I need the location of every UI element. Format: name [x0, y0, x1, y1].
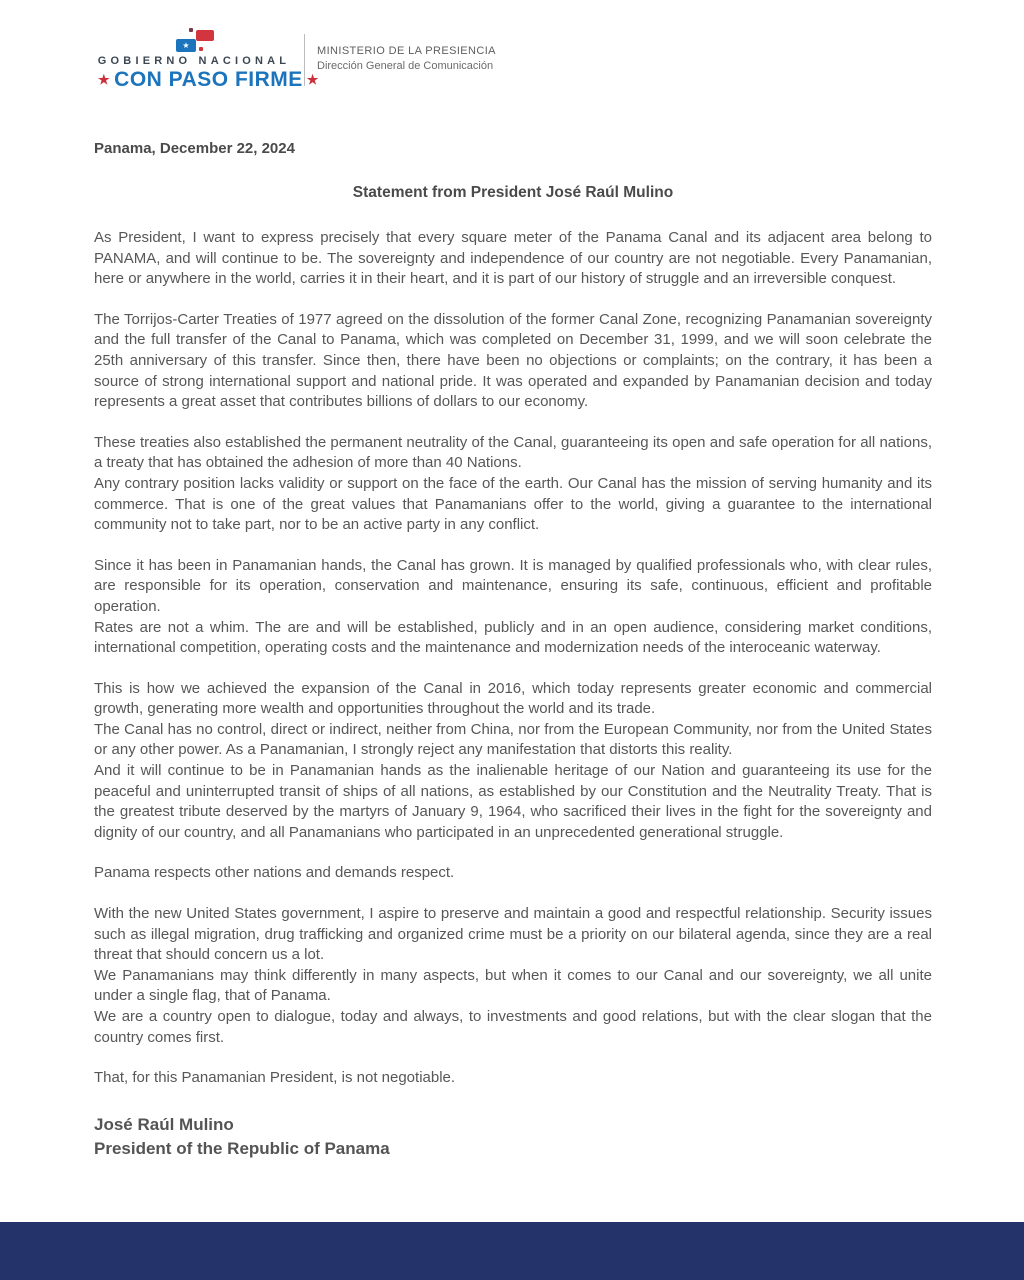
star-icon: ★	[98, 72, 111, 87]
signature-title: President of the Republic of Panama	[94, 1139, 390, 1159]
paragraph	[94, 679, 932, 844]
paragraph	[94, 310, 932, 413]
ministry-name: MINISTERIO DE LA PRESIENCIA	[317, 45, 496, 57]
paragraph-line: Rates are not a whim. The are and will be established, publicly and in an open audience, considering market conditions, international competition, operating costs and the maintenance and modernization needs of the interoceanic waterway.	[94, 618, 932, 657]
paragraph-line: And it will continue to be in Panamanian hands as the inalienable heritage of our Nation and guaranteeing its use for the peaceful and uninterrupted transit of ships of all nations, as established by our Constitution and the Neutrality Treaty. That is the greatest tribute deserved by the martyrs of January 9, 1964, who sacrificed their lives in the fight for the sovereignty and dignity of our country, and all Panamanians who participated in an unprecedented generational struggle.	[94, 762, 932, 841]
paragraph-line: These treaties also established the permanent neutrality of the Canal, guaranteeing its open and safe operation for all nations, a treaty that has obtained the adhesion of more than 40 Nations.	[94, 433, 932, 472]
panama-flag-icon	[174, 28, 214, 52]
star-icon: ★	[306, 72, 319, 87]
paragraphs	[94, 228, 932, 1089]
paragraph	[94, 904, 932, 1048]
paragraph	[94, 863, 932, 884]
header-divider	[304, 34, 305, 86]
paragraph-line: That, for this Panamanian President, is not negotiable.	[94, 1069, 456, 1087]
government-logo	[94, 28, 319, 92]
ministry-department: Dirección General de Comunicación	[317, 60, 494, 73]
paragraph-line: Any contrary position lacks validity or support on the face of the earth. Our Canal has the mission of serving humanity and its commerce. That is one of the great values that Panamanians offer to the world, giving a guarantee to the international community not to take part, nor to be an active party in any conflict.	[94, 474, 932, 534]
flag-dot-red	[199, 47, 203, 51]
paragraph-line: The Torrijos-Carter Treaties of 1977 agreed on the dissolution of the former Canal Zone, recognizing Panamanian sovereignty and the full transfer of the Canal to Panama, which was completed on December 31, 1999, and we will soon celebrate the 25th anniversary of this transfer. Since then, there have been no objections or complaints; on the contrary, it has been a source of strong international support and national pride. It was operated and expanded by Panamanian decision and today represents a great asset that contributes billions of dollars to our economy.	[94, 310, 932, 411]
paragraph	[94, 433, 932, 536]
signature-name: José Raúl Mulino	[94, 1114, 234, 1134]
flag-red-quarter	[196, 30, 214, 41]
logo-slogan: CON PASO FIRME	[114, 68, 303, 91]
paragraph-line: With the new United States government, I aspire to preserve and maintain a good and respectful relationship. Security issues such as illegal migration, drug trafficking and organized crime must be a priority on our bilateral agenda, since they are a real threat that should concern us a lot.	[94, 905, 932, 964]
paragraph	[94, 556, 932, 659]
paragraph-line: We Panamanians may think differently in many aspects, but when it comes to our Canal and our sovereignty, we all unite under a single flag, that of Panama.	[94, 966, 932, 1005]
ministry-block	[317, 44, 496, 75]
letterhead	[94, 28, 932, 92]
footer-bar	[0, 1222, 1024, 1280]
logo-text-con-paso-firme	[94, 68, 319, 92]
paragraph-line: Panama respects other nations and demands respect.	[94, 864, 455, 882]
page-title: Statement from President José Raúl Mulino	[352, 184, 674, 201]
paragraph-line: As President, I want to express precisely that every square meter of the Panama Canal and its adjacent area belong to PANAMA, and will continue to be. The sovereignty and independence of our country are not negotiable. Every Panamanian, here or anywhere in the world, carries it in their heart, and it is part of our history of struggle and an irreversible conquest.	[94, 229, 932, 288]
paragraph	[94, 1068, 932, 1089]
flag-dot-dark	[189, 28, 193, 32]
paragraph-line: The Canal has no control, direct or indirect, neither from China, nor from the European Community, nor from the United States or any other power. As a Panamanian, I strongly reject any manifestation that distorts this reality.	[94, 720, 932, 759]
flag-blue-quarter: ★	[176, 39, 196, 52]
signature-block	[94, 1113, 932, 1162]
paragraph-line: We are a country open to dialogue, today and always, to investments and good relations, but with the clear slogan that the country comes first.	[94, 1008, 932, 1046]
paragraph-line: Since it has been in Panamanian hands, the Canal has grown. It is managed by qualified professionals who, with clear rules, are responsible for its operation, conservation and maintenance, ensuring its safe, continuous, efficient and profitable operation.	[94, 556, 932, 615]
dateline: Panama, December 22, 2024	[94, 140, 295, 157]
document-content	[94, 0, 932, 1162]
paragraph-line: This is how we achieved the expansion of the Canal in 2016, which today represents greater economic and commercial growth, generating more wealth and opportunities throughout the world and its trade.	[94, 679, 932, 718]
paragraph	[94, 228, 932, 290]
logo-text-gobierno-nacional: GOBIERNO NACIONAL	[97, 55, 291, 67]
